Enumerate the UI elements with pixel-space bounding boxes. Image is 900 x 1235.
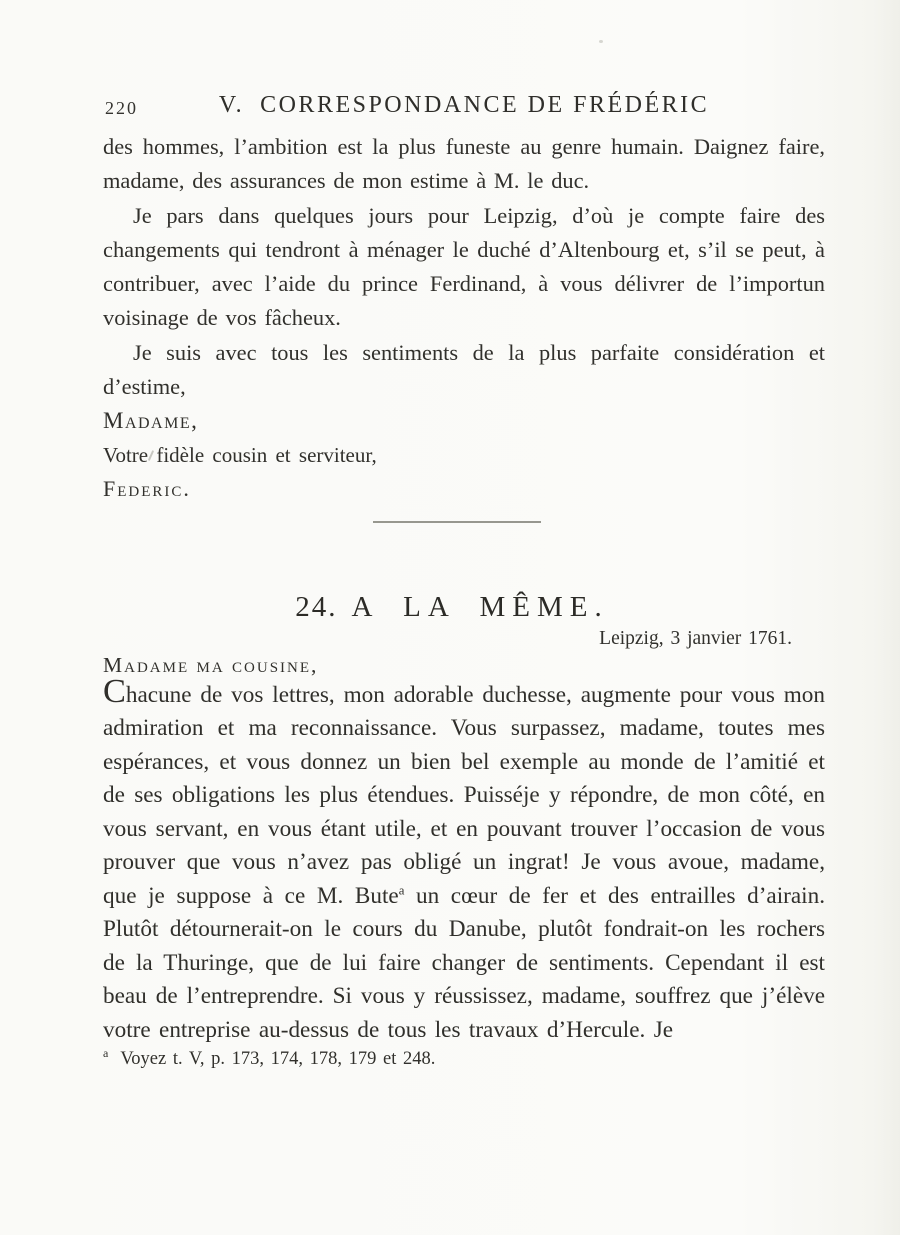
running-title (103, 92, 825, 119)
letter-body-text: hacune de vos lettres, mon adorable duchesse, augmente pour vous mon admiration et ma reconnaissance. Vous surpassez, madame, toutes mes espérances, et vous donnez un bien bel exemple au monde de l’amitié et de ses obligations les plus étendues. Puisséje y répondre, de mon côté, en vous servant, en vous étant utile, et en pouvant trouver l’occasion de vous prouver que vous n’avez pas obligé un ingrat! Je vous avoue, madame, que je suppose à ce M. Bute (103, 681, 825, 909)
paragraph: Je suis avec tous les sentiments de la plus parfaite considération et d’estime, (103, 339, 825, 400)
paragraph: des hommes, l’ambition est la plus funeste au genre humain. Daignez faire, madame, des assurances de mon estime à M. le duc. (103, 134, 825, 194)
footnote-text: Voyez t. V, p. 173, 174, 178, 179 et 248. (120, 1049, 436, 1070)
section-divider (373, 521, 541, 522)
initial-capital: C (103, 671, 126, 710)
closing-line: Votre fidèle cousin et serviteur, (103, 443, 377, 468)
footnote-marker: a (103, 1046, 109, 1061)
running-header (103, 92, 825, 122)
scan-artifact (599, 40, 603, 43)
paragraph: Je pars dans quelques jours pour Leipzig, d’où je compte faire des changements qui tendront à ménager le duché d’Altenbourg et, s’il se peut, à contribuer, avec l’aide du prince Ferdinand, à vous délivrer de l’importun voisinage de vos fâcheux. (103, 202, 825, 331)
letter-body-text: un cœur de fer et des entrailles d’airain. Plutôt détournerait-on le cours du Danube, plutôt fondrait-on les rochers de la Thuringe, que de lui faire changer de sentiments. Cependant il est beau de l’entreprendre. Si vous y réussissez, madame, souffrez que j’élève votre entreprise au-dessus de tous les travaux d’Hercule. Je (103, 882, 825, 1043)
letter-number: 24. (295, 590, 338, 623)
running-title-text: CORRESPONDANCE DE FRÉDÉRIC (260, 92, 710, 118)
page-number: 220 (105, 98, 138, 118)
letter-heading (103, 587, 801, 627)
footnote (103, 1047, 825, 1071)
salutation: Madame, (103, 408, 199, 434)
signature: Federic. (103, 476, 191, 502)
dateline: Leipzig, 3 janvier 1761. (599, 627, 792, 649)
letter-body (103, 671, 825, 1048)
salutation: Madame ma cousine, (103, 652, 319, 677)
page-content (103, 130, 825, 1071)
letter-title: A LA MÊME. (351, 590, 609, 623)
section-number: V. (218, 92, 245, 118)
footnote-reference: a (398, 883, 405, 898)
